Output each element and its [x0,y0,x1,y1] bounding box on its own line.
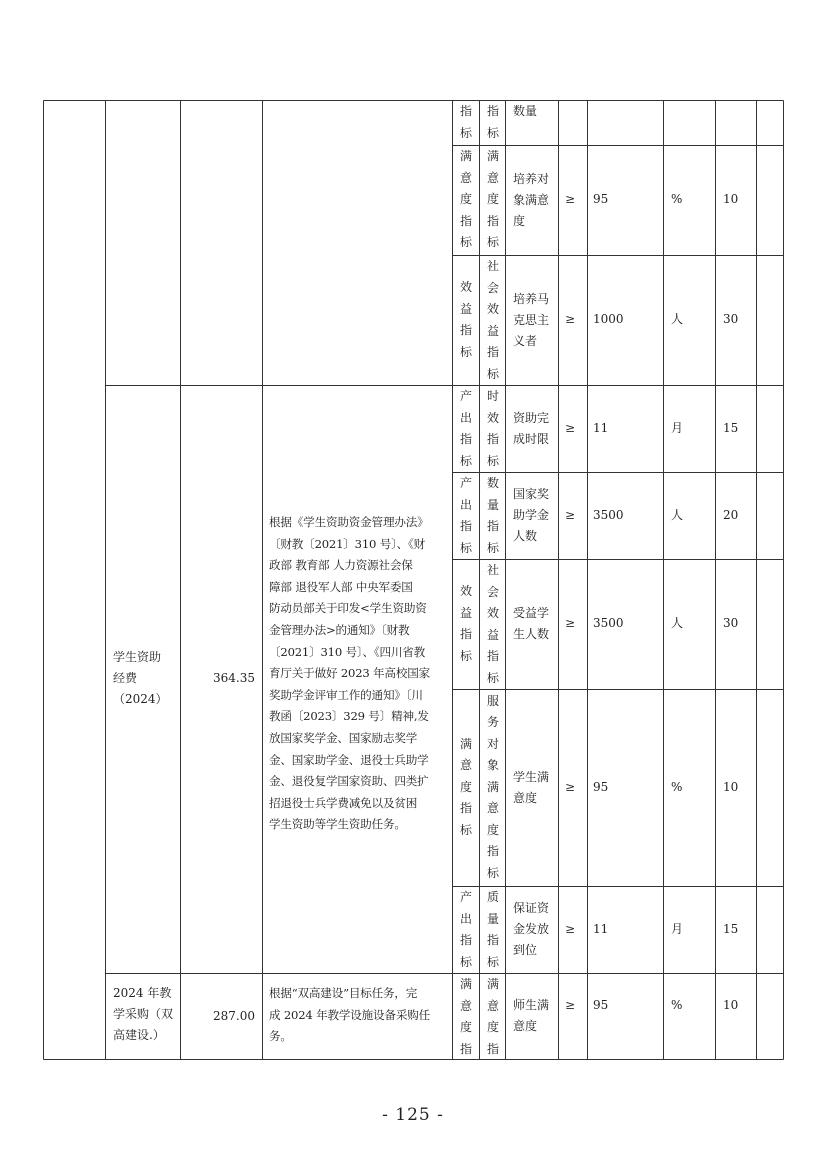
indicator-metric: 保证资 金发放 到位 [513,901,550,957]
indicator-metric: 数量 [513,104,538,118]
indicator-unit: % [671,779,683,794]
indicator-unit: 人 [671,616,684,630]
indicator-level2: 社 会 效 益 指 标 [486,259,499,381]
indicator-value: 3500 [593,616,624,630]
indicator-metric: 师生满 意度 [513,998,550,1033]
indicator-unit: 人 [671,507,684,522]
indicator-metric: 培养马 克思主 义者 [513,291,550,348]
indicator-value: 95 [593,192,609,206]
indicator-weight: 30 [723,312,739,326]
indicator-value: 95 [593,779,609,794]
indicator-operator: ≥ [565,507,576,522]
indicator-value: 11 [593,420,609,435]
indicator-metric: 受益学 生人数 [513,606,550,641]
performance-indicator-table [43,100,784,1060]
indicator-level1: 产 出 指 标 [459,476,472,555]
project-amount: 287.00 [213,1009,255,1023]
indicator-value: 95 [593,998,609,1012]
indicator-metric: 学生满 意度 [513,769,550,805]
indicator-weight: 20 [723,507,739,522]
indicator-value: 3500 [593,507,624,522]
indicator-operator: ≥ [565,998,576,1012]
indicator-level2: 满 意 度 指 标 [486,149,499,250]
indicator-level2: 满 意 度 指 [486,977,499,1056]
indicator-level1: 产 出 指 标 [459,389,472,468]
indicator-level2: 时 效 指 标 [486,389,499,468]
page-number: - 125 - [382,1105,444,1125]
indicator-level2: 指 标 [486,104,499,140]
indicator-unit: 人 [671,312,684,326]
indicator-weight: 15 [723,921,739,936]
indicator-level1: 效 益 指 标 [459,584,472,663]
indicator-metric: 国家奖 助学金 人数 [513,487,550,543]
indicator-metric: 资助完 成时限 [513,410,550,446]
indicator-weight: 15 [723,420,739,435]
indicator-level1: 指 标 [459,104,472,140]
indicator-operator: ≥ [565,420,576,435]
indicator-level2: 服 务 对 象 满 意 度 指 标 [486,693,499,880]
indicator-operator: ≥ [565,616,576,630]
indicator-level1: 效 益 指 标 [459,280,472,359]
project-amount: 364.35 [213,671,255,685]
project-name: 2024 年教 学采购（双 高建设.） [113,986,174,1042]
indicator-weight: 10 [723,779,739,794]
indicator-unit: % [671,998,683,1012]
indicator-weight: 10 [723,192,739,206]
indicator-unit: % [671,192,683,206]
indicator-weight: 30 [723,616,739,630]
indicator-unit: 月 [671,420,684,435]
indicator-metric: 培养对 象满意 度 [513,171,550,228]
indicator-operator: ≥ [565,779,576,794]
indicator-operator: ≥ [565,192,576,206]
indicator-operator: ≥ [565,921,576,936]
indicator-level2: 社 会 效 益 指 标 [486,563,499,685]
indicator-level1: 满 意 度 指 标 [459,736,472,837]
indicator-level1: 满 意 度 指 [459,977,472,1056]
project-description: 根据“双高建设”目标任务，完 成 2024 年教学设施设备采购任 务。 [269,986,431,1044]
indicator-unit: 月 [671,921,684,936]
indicator-operator: ≥ [565,312,576,326]
indicator-level1: 满 意 度 指 标 [459,149,472,250]
project-name: 学生资助 经费 （2024） [113,650,168,706]
indicator-level1: 产 出 指 标 [459,890,472,969]
indicator-value: 11 [593,921,609,936]
indicator-value: 1000 [593,312,624,326]
indicator-level2: 数 量 指 标 [486,476,499,555]
indicator-weight: 10 [723,998,739,1012]
indicator-level2: 质 量 指 标 [486,890,499,969]
project-description: 根据《学生资助资金管理办法》 〔财教〔2021〕310 号〕、《财 政部 教育部 人力资源社会保 障部 退役军人部 中央军委国 防动员部关于印发<学生资助资 金管理办法>的通知》〔财教 〔2021〕310 号〕、《四川省教 育厅关于做好 2023 年高校国家 奖助学金评审工作的通知》〔川 教函〔2023〕329 号〕精神,发 放国家奖学金、国家励志奖学 金、国家助学金、退役士兵助学 金、退役复学国家资助、四类扩 招退役士兵学费减免以及贫困 学生资助等学生资助任务。 [269,515,431,832]
